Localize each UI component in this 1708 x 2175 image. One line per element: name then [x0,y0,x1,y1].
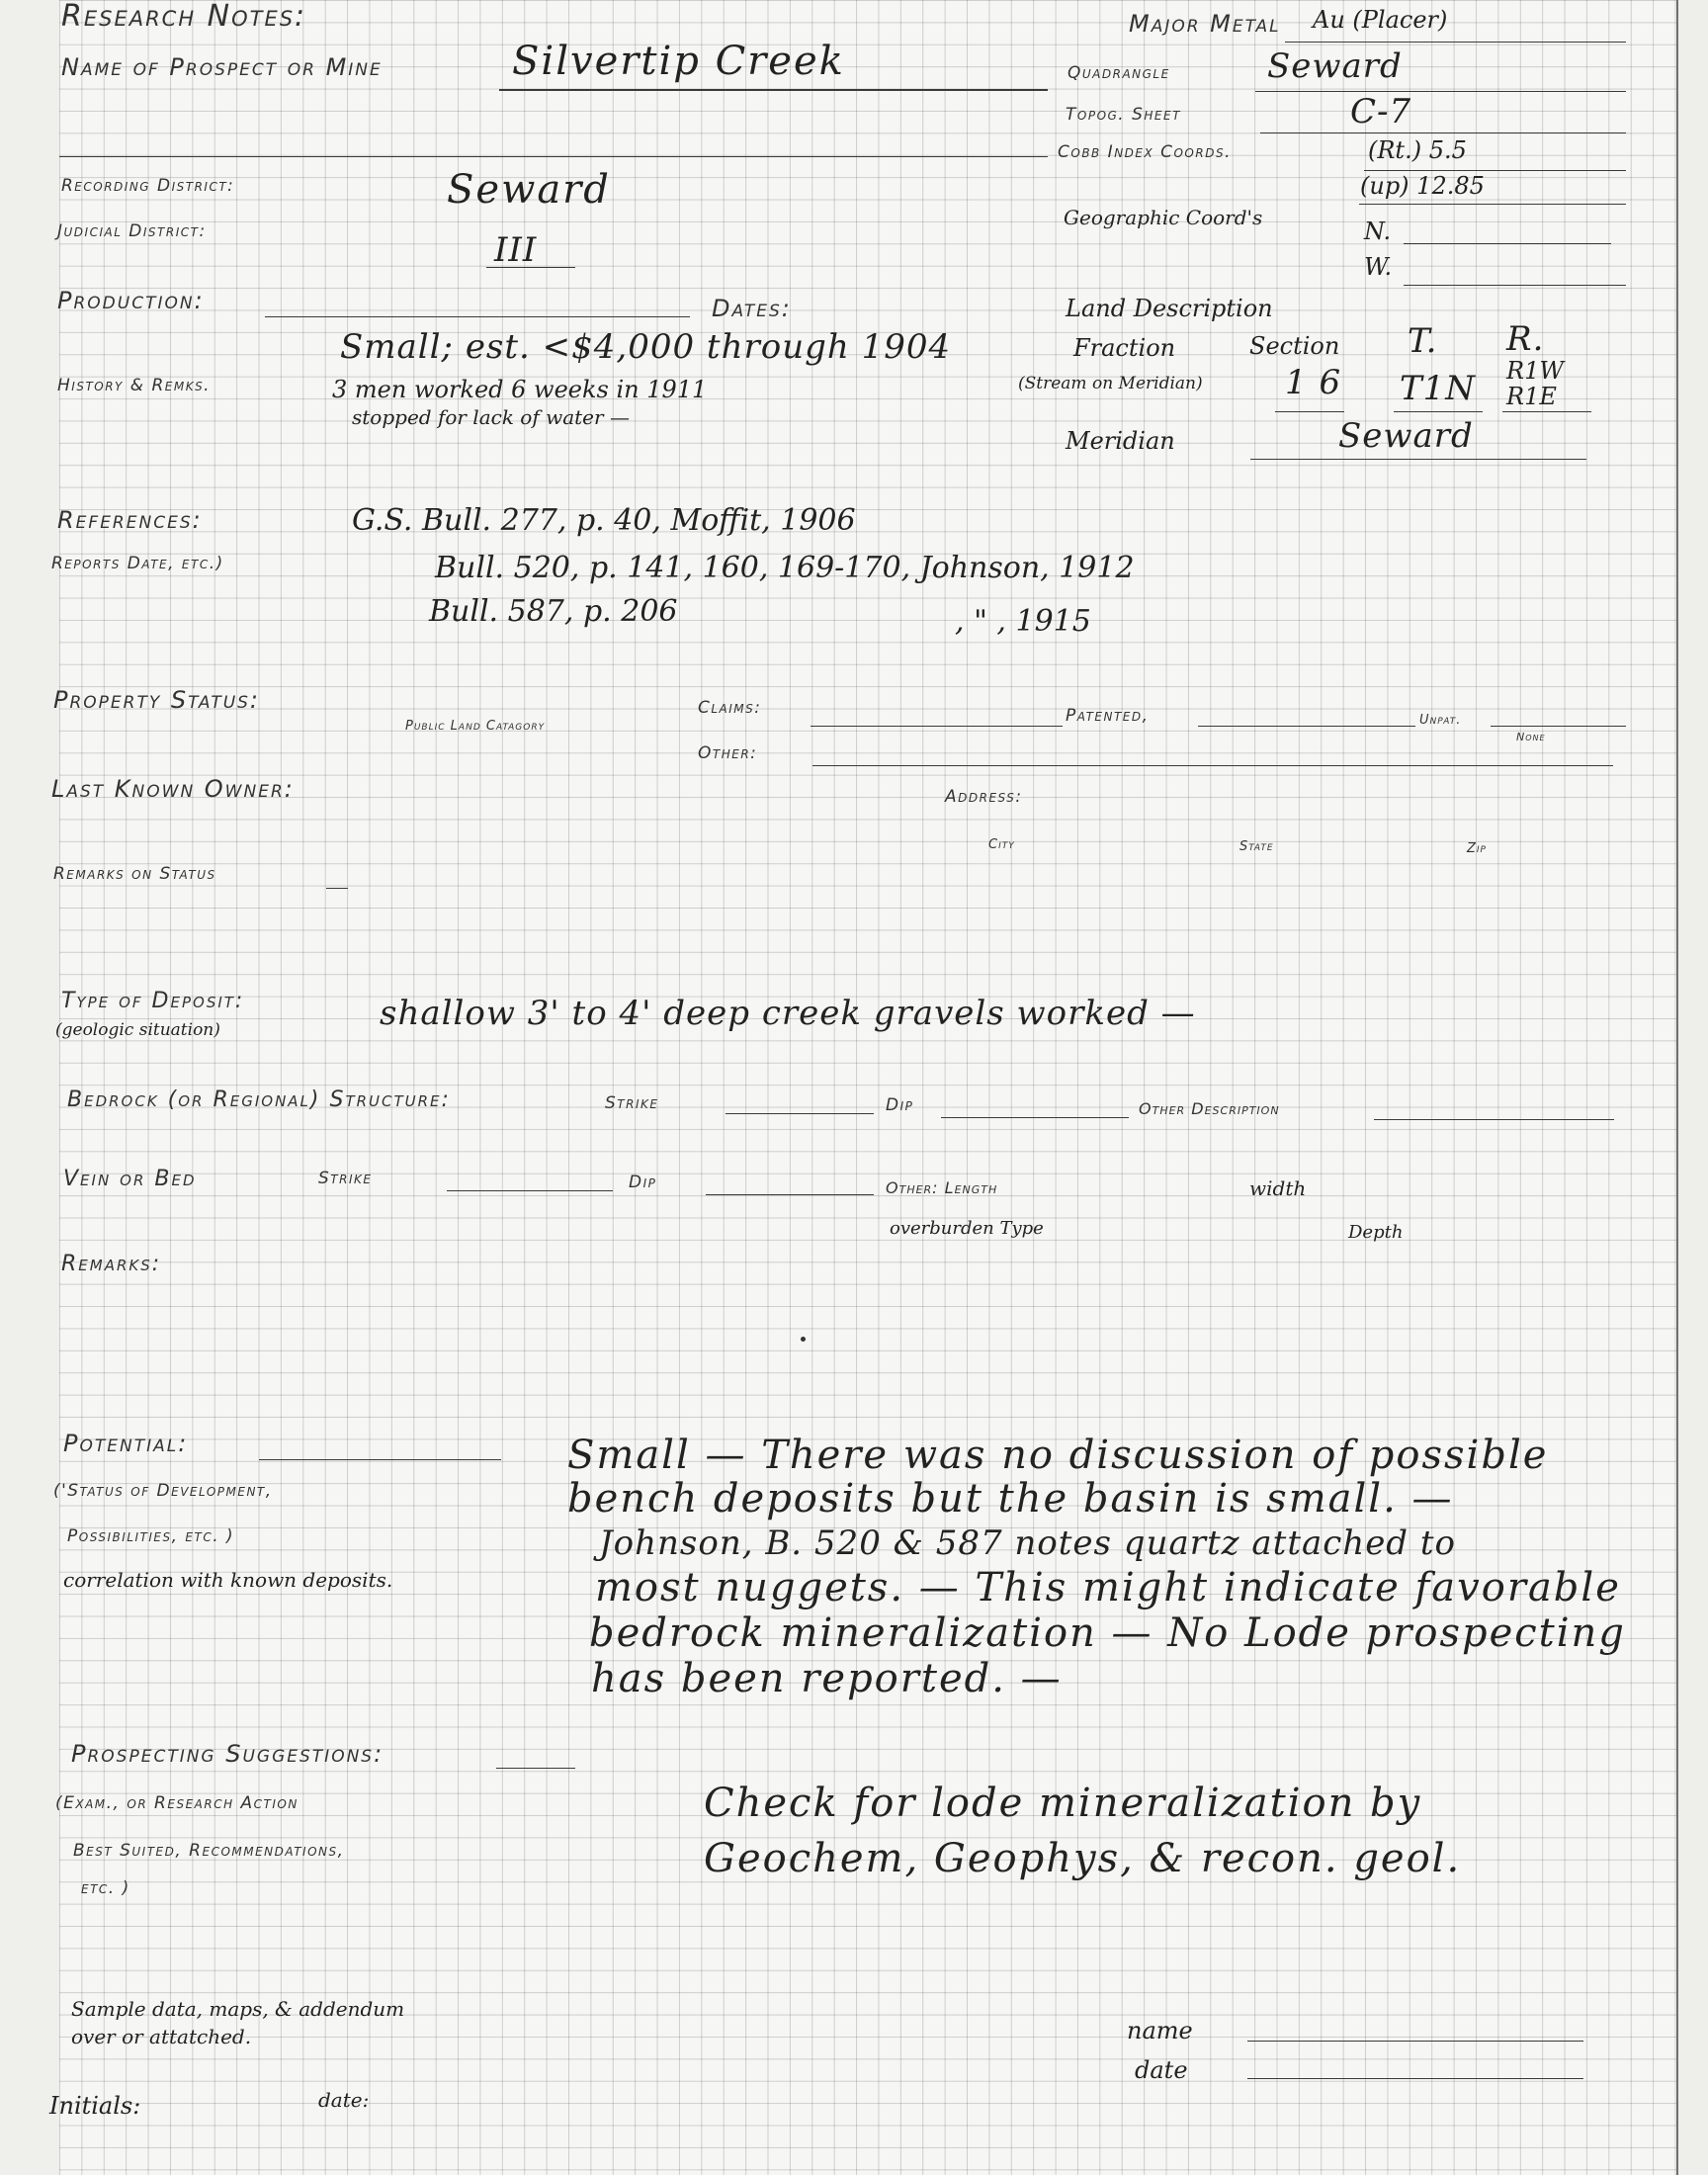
type-of-deposit-label: Type of Deposit: [61,989,245,1013]
history-line-1: Small; est. <$4,000 through 1904 [340,327,952,367]
section-label: Section [1249,332,1340,360]
r-label: R. [1506,319,1545,359]
vein-strike-label: Strike [318,1169,373,1188]
type-of-deposit-value: shallow 3' to 4' deep creek gravels worked — [380,994,1196,1033]
other-length-label: Other: Length [886,1178,998,1197]
history-line-3: stopped for lack of water — [352,405,630,429]
dip-label: Dip [886,1095,914,1115]
topog-sheet-value: C-7 [1350,92,1412,131]
overburden-type-label: overburden Type [890,1218,1044,1239]
prospecting-sub-3: etc. ) [81,1878,130,1898]
name-label: name [1127,2017,1193,2044]
sample-data-line-1: Sample data, maps, & addendum [71,1997,405,2021]
potential-line-5: bedrock mineralization — No Lode prospecting [589,1610,1626,1656]
last-known-owner-label: Last Known Owner: [51,775,295,803]
fraction-note: (Stream on Meridian) [1018,374,1203,393]
potential-line-4: most nuggets. — This might indicate favorable [595,1565,1621,1610]
references-label: References: [57,506,203,534]
address-label: Address: [945,787,1023,807]
dates-label: Dates: [712,295,792,322]
geo-w-label: W. [1364,253,1393,281]
reference-line-3: Bull. 587, p. 206 [429,594,678,629]
bedrock-structure-label: Bedrock (or Regional) Structure: [67,1088,451,1112]
cobb-up-value: (up) 12.85 [1360,172,1485,200]
land-description-label: Land Description [1066,295,1273,322]
recording-district-label: Recording District: [61,176,235,196]
other-description-label: Other Description [1139,1099,1280,1118]
width-label: width [1249,1176,1307,1200]
fraction-label: Fraction [1073,334,1176,362]
initials-label: Initials: [49,2092,141,2120]
r-value: R1W R1E [1506,357,1565,411]
judicial-district-value: III [494,230,538,270]
other-label: Other: [698,743,758,763]
reference-line-2: Bull. 520, p. 141, 160, 169-170, Johnson, 1912 [435,551,1135,585]
sample-data-line-2: over or attatched. [71,2025,252,2048]
geographic-coords-label: Geographic Coord's [1064,206,1263,229]
potential-label: Potential: [63,1430,189,1457]
depth-label: Depth [1348,1222,1404,1243]
right-margin [1676,0,1708,2175]
potential-sub-1: ('Status of Development, [53,1481,273,1501]
research-notes-heading: Research Notes: [61,0,307,34]
date-2-label: date: [318,2088,370,2112]
major-metal-value: Au (Placer) [1313,6,1448,34]
production-label: Production: [57,287,205,314]
state-label: State [1239,839,1274,854]
none-label: None [1516,731,1546,743]
vein-or-bed-label: Vein or Bed [63,1167,197,1191]
date-label: date [1135,2056,1188,2084]
public-land-category-label: Public Land Catagory [405,719,546,734]
left-margin [0,0,59,2175]
history-line-2: 3 men worked 6 weeks in 1911 [332,376,708,403]
prospect-name-label: Name of Prospect or Mine [61,53,383,81]
prospecting-suggestions-label: Prospecting Suggestions: [71,1740,384,1768]
potential-line-2: bench deposits but the basin is small. — [567,1476,1454,1522]
geo-n-label: N. [1364,218,1392,245]
strike-label: Strike [605,1093,659,1113]
meridian-value: Seward [1338,416,1474,456]
geologic-situation-label: (geologic situation) [55,1020,220,1040]
patented-label: Patented, [1066,706,1150,726]
meridian-label: Meridian [1066,427,1175,455]
t-label: T. [1408,321,1438,361]
unpat-label: Unpat. [1419,713,1462,728]
prospecting-line-2: Geochem, Geophys, & recon. geol. [704,1836,1462,1881]
potential-line-3: Johnson, B. 520 & 587 notes quartz attached to [599,1523,1457,1563]
prospect-name-value: Silvertip Creek [512,39,845,84]
remarks-on-status-label: Remarks on Status [53,864,216,884]
major-metal-label: Major Metal [1129,10,1281,38]
reports-date-label: Reports Date, etc.) [51,554,224,573]
prospecting-sub-1: (Exam., or Research Action [55,1793,299,1813]
reference-line-1: G.S. Bull. 277, p. 40, Moffit, 1906 [352,503,856,538]
recording-district-value: Seward [447,167,611,213]
cobb-index-label: Cobb Index Coords. [1058,142,1232,162]
t-value: T1N [1400,369,1477,408]
property-status-label: Property Status: [53,686,261,714]
history-label: History & Remks. [57,376,212,395]
topog-sheet-label: Topog. Sheet [1066,105,1181,125]
potential-sub-2: Possibilities, etc. ) [67,1526,235,1546]
quadrangle-value: Seward [1267,46,1403,86]
city-label: City [988,837,1015,852]
reference-line-3b: , " , 1915 [955,604,1091,639]
potential-line-6: has been reported. — [591,1656,1063,1701]
zip-label: Zip [1467,841,1487,856]
quadrangle-label: Quadrangle [1068,63,1170,83]
claims-label: Claims: [698,698,762,718]
vein-dip-label: Dip [629,1173,657,1192]
prospecting-line-1: Check for lode mineralization by [704,1781,1422,1826]
potential-sub-3: correlation with known deposits. [63,1568,393,1592]
judicial-district-label: Judicial District: [57,221,207,241]
potential-line-1: Small — There was no discussion of possible [567,1433,1549,1478]
remarks-label: Remarks: [61,1252,162,1276]
prospecting-sub-2: Best Suited, Recommendations, [73,1841,345,1861]
cobb-rt-value: (Rt.) 5.5 [1368,136,1467,164]
section-value: 1 6 [1285,363,1342,402]
